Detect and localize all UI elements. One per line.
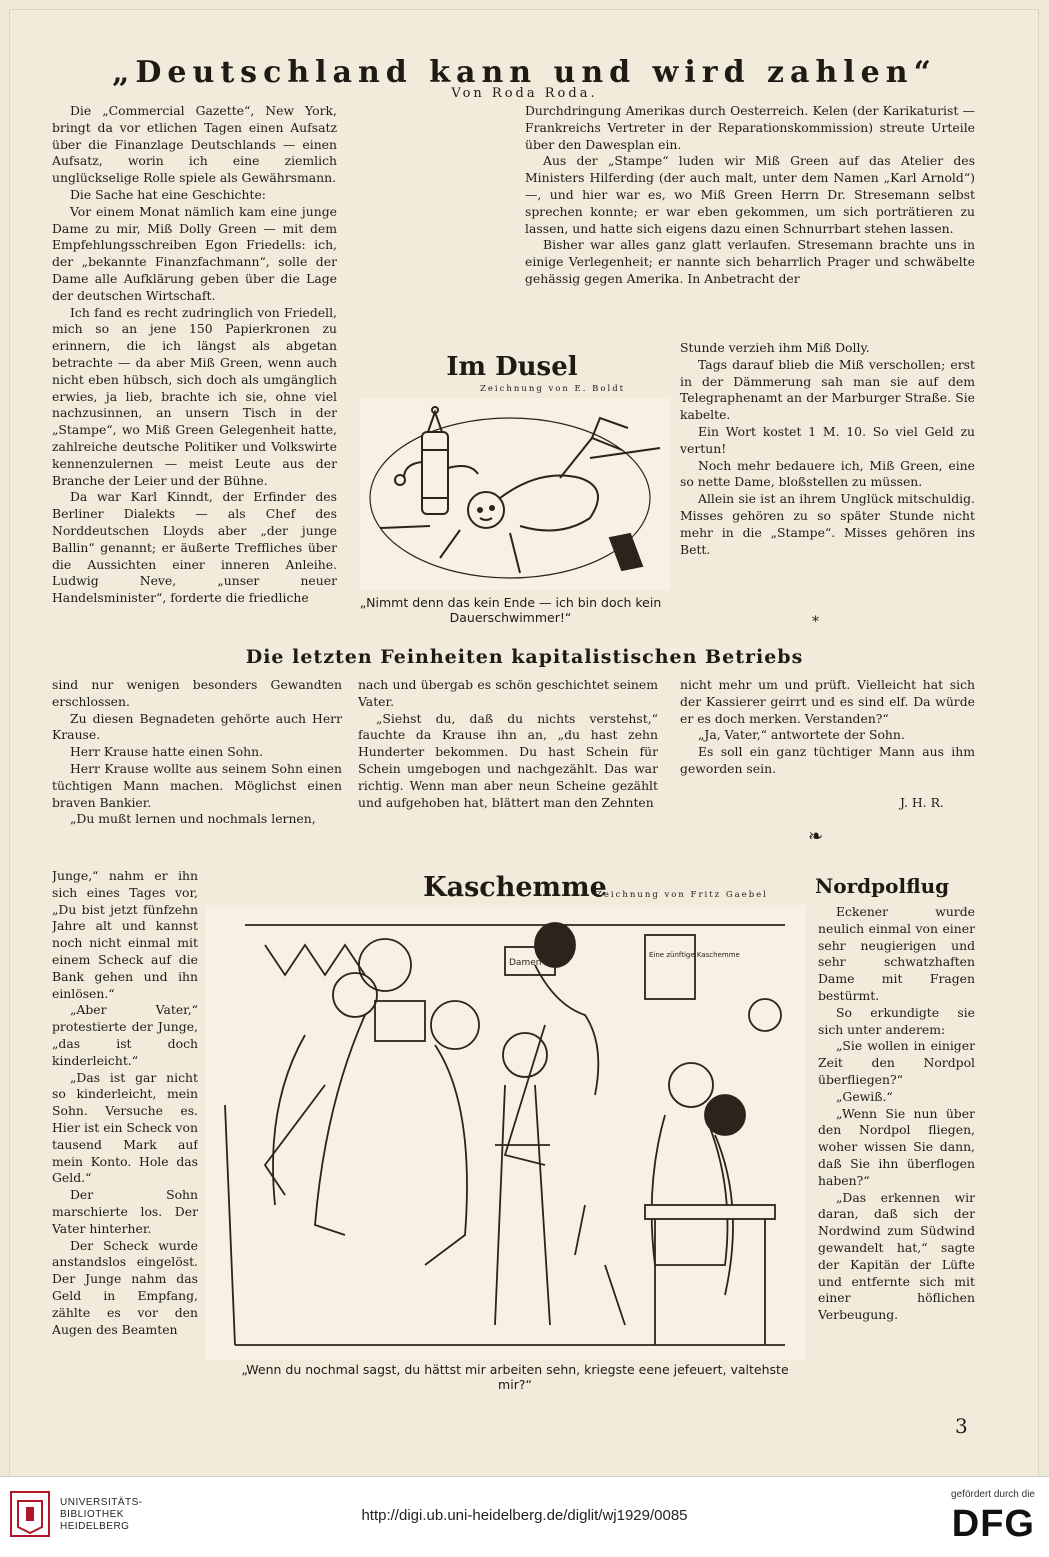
paragraph: Durchdringung Amerikas durch Oesterreich. Kelen (der Karikaturist — Frankreichs Vertreter in der Reparationskommission) streute Urteile über den Dawesplan ein. bbox=[525, 103, 975, 152]
paragraph: Stunde verzieh ihm Miß Dolly. bbox=[680, 340, 870, 355]
paragraph: Ein Wort kostet 1 M. 10. So viel Geld zu vertun! bbox=[680, 423, 975, 456]
paragraph: Tags darauf blieb die Miß verschollen; erst in der Dämmerung sah man sie auf dem Telegraphenamt an der Marburger Straße. Sie kabelte. bbox=[680, 356, 975, 423]
article-title: „Deutschland kann und wird zahlen“ bbox=[112, 55, 937, 90]
paragraph: Der Scheck wurde anstandslos eingelöst. Der Junge nahm das Geld in Empfang, zählte es vor den Augen des Beamten bbox=[52, 1237, 198, 1337]
paragraph: sind nur wenigen besonders Gewandten erschlossen. bbox=[52, 677, 342, 709]
paragraph: „Ja, Vater,“ antwortete der Sohn. bbox=[698, 727, 905, 743]
library-line: BIBLIOTHEK bbox=[60, 1509, 124, 1520]
article2-column-2 bbox=[358, 677, 658, 853]
paragraph: Vor einem Monat nämlich kam eine junge Dame zu mir, Miß Dolly Green — mit dem Empfehlungsschreiben Egon Friedells: ich, der „bekannte Finanzfachmann“, solle der Dame alle Aufklärung geben über die Lage der deutschen Wirtschaft. bbox=[52, 203, 337, 303]
illustration-title: Kaschemme bbox=[423, 872, 607, 903]
paragraph: „Du mußt lernen und nochmals lernen, bbox=[70, 811, 316, 827]
paragraph: Allein sie ist an ihrem Unglück mitschuldig. Misses gehören zu so später Stunde nicht mehr in die „Stampe“. Misses gehören ins Bett. bbox=[680, 491, 975, 557]
library-line: UNIVERSITÄTS- bbox=[60, 1497, 143, 1508]
illustration-credit: Zeichnung von Fritz Gaebel bbox=[596, 890, 768, 900]
ornament: ❧ bbox=[808, 826, 824, 847]
paragraph: Ich fand es recht zudringlich von Friedell, mich so an jene 150 Papierkronen zu erinnern, die ich längst als abgetan betrachte — da aber Miß Green, wenn auch nicht eben hübsch, sich doch als umgänglich erwies, ja lieb, brachte ich sie, ohne viel nachzusinnen, an unsern Tisch in der „Stampe“, wo Miß Green Gelegenheit hatte, zahlreiche deutsche Politiker und Volkswirte kennenzulernen — meist Leute aus der Branche der Leier und der Bühne. bbox=[52, 304, 337, 488]
signature: J. H. R. bbox=[900, 795, 944, 810]
paragraph: So erkundigte sie sich unter anderem: bbox=[818, 1004, 975, 1037]
article1-column-3 bbox=[680, 340, 975, 610]
article3-title: Nordpolflug bbox=[815, 874, 950, 898]
paragraph: Zu diesen Begnadeten gehörte auch Herr Krause. bbox=[52, 710, 342, 743]
paragraph: „Wenn Sie nun über den Nordpol fliegen, woher wissen Sie dann, daß Sie ihn überflogen haben?“ bbox=[818, 1105, 975, 1188]
drawing-kaschemme bbox=[205, 905, 805, 1360]
paragraph: „Das erkennen wir daran, daß sich der Nordwind zum Südwind gewandelt hat,“ sagte der Kapitän der Lüfte und entfernte sich mit einer höflichen Verbeugung. bbox=[818, 1189, 975, 1323]
dfg-logo: DFG bbox=[951, 1503, 1035, 1545]
paragraph: Noch mehr bedauere ich, Miß Green, eine so nette Dame, bloßstellen zu müssen. bbox=[680, 457, 975, 490]
paragraph: nicht mehr um und prüft. Vielleicht hat sich der Kassierer geirrt und es sind elf. Da würde er es doch merken. Verstanden?“ bbox=[680, 677, 975, 726]
article1-column-1 bbox=[52, 103, 337, 643]
paragraph: Da war Karl Kinndt, der Erfinder des Berliner Dialekts — als Chef des Norddeutschen Lloyds aber „der junge Ballin“ genannt; er äußerte Treffliches über die Aussichten einer inneren Anleihe. Ludwig Neve, „unser neuer Handelsminister“, forderte die friedliche bbox=[52, 489, 337, 606]
paragraph: Es soll ein ganz tüchtiger Mann aus ihm geworden sein. bbox=[680, 744, 975, 776]
drawing-dusel bbox=[360, 398, 670, 590]
funded-by-label: gefördert durch die bbox=[951, 1489, 1035, 1500]
paragraph: Die „Commercial Gazette“, New York, bringt da vor etlichen Tagen einen Aufsatz über die Finanzlage Deutschlands — einen Aufsatz, worin ich eine ziemlich unglückselige Rolle spiele als Gewährsmann. bbox=[52, 103, 337, 186]
paragraph: Eckener wurde neulich einmal von einer sehr neugierigen und sehr schwatzhaften Dame mit Fragen bestürmt. bbox=[818, 904, 975, 1003]
sign-kaschemme: Eine zünftige Kaschemme bbox=[649, 951, 740, 959]
end-mark: * bbox=[812, 614, 819, 630]
paragraph: Junge,“ nahm er ihn sich eines Tages vor, „Du bist jetzt fünfzehn Jahre alt und kannst noch nicht einmal mit einem Scheck auf die Bank gehen und ihn einlösen.“ bbox=[52, 868, 198, 1001]
paragraph: nach und übergab es schön geschichtet seinem Vater. bbox=[358, 677, 658, 709]
article2-column-1-narrow bbox=[52, 868, 198, 1398]
paragraph: „Sie wollen in einiger Zeit den Nordpol überfliegen?“ bbox=[818, 1038, 975, 1087]
illustration-im-dusel bbox=[360, 398, 670, 590]
library-line: HEIDELBERG bbox=[60, 1521, 130, 1532]
paragraph: „Gewiß.“ bbox=[836, 1088, 893, 1104]
paragraph: Herr Krause wollte aus seinem Sohn einen tüchtigen Mann machen. Möglichst einen braven Bankier. bbox=[52, 760, 342, 810]
paragraph: „Das ist gar nicht so kinderleicht, mein Sohn. Versuche es. Hier ist ein Scheck von tausend Mark auf mein Konto. Hole das Geld.“ bbox=[52, 1069, 198, 1186]
footer-bar bbox=[0, 1476, 1049, 1557]
illustration-title: Im Dusel bbox=[446, 352, 578, 382]
article2-column-3 bbox=[680, 677, 975, 807]
illustration-kaschemme bbox=[205, 905, 805, 1360]
paragraph: „Siehst du, daß du nichts verstehst,“ fauchte da Krause ihn an, „du hast zehn Hunderter bekommen. Du hast Schein für Schein umgebogen und nachgezählt. Das war richtig. Wenn man aber neun Scheine gezählt und aufgehoben hat, blättert man den Zehnten bbox=[358, 710, 658, 810]
article1-column-2 bbox=[525, 103, 975, 339]
paragraph: Bisher war alles ganz glatt verlaufen. Stresemann brachte uns in einige Verlegenheit; er nannte sich beharrlich Prager und schwäbelte gehässig gegen Amerika. In Anbetracht der bbox=[525, 237, 975, 286]
paragraph: Herr Krause hatte einen Sohn. bbox=[70, 744, 264, 760]
illustration-credit: Zeichnung von E. Boldt bbox=[480, 384, 626, 394]
permalink-url[interactable]: http://digi.ub.uni-heidelberg.de/diglit/wj1929/0085 bbox=[361, 1507, 688, 1524]
article2-column-1 bbox=[52, 677, 342, 867]
article3-column bbox=[818, 904, 975, 1396]
paragraph: Aus der „Stampe“ luden wir Miß Green auf das Atelier des Ministers Hilferding (der auch malt, unter dem Namen „Karl Arnold“) —, und hier war es, wo Miß Green Herrn Dr. Stresemann selbst sprechen konnte; er war eben gekommen, um sich porträtieren zu lassen, und hatte sich eigens dazu einen Schnurrbart stehen lassen. bbox=[525, 153, 975, 236]
section-title: Die letzten Feinheiten kapitalistischen Betriebs bbox=[245, 646, 804, 668]
illustration-caption: „Wenn du nochmal sagst, du hättst mir arbeiten sehn, kriegste eene jefeuert, valtehste mir?“ bbox=[241, 1362, 789, 1392]
page-number: 3 bbox=[955, 1414, 968, 1438]
paragraph: „Aber Vater,“ protestierte der Junge, „das ist doch kinderleicht.“ bbox=[52, 1002, 198, 1068]
sign-damen: Damen bbox=[509, 958, 542, 968]
paragraph: Der Sohn marschierte los. Der Vater hinterher. bbox=[52, 1187, 198, 1236]
illustration-caption: „Nimmt denn das kein Ende — ich bin doch kein Dauerschwimmer!“ bbox=[359, 595, 662, 625]
paragraph: Die Sache hat eine Geschichte: bbox=[70, 186, 266, 202]
article-byline: Von Roda Roda. bbox=[451, 86, 598, 101]
